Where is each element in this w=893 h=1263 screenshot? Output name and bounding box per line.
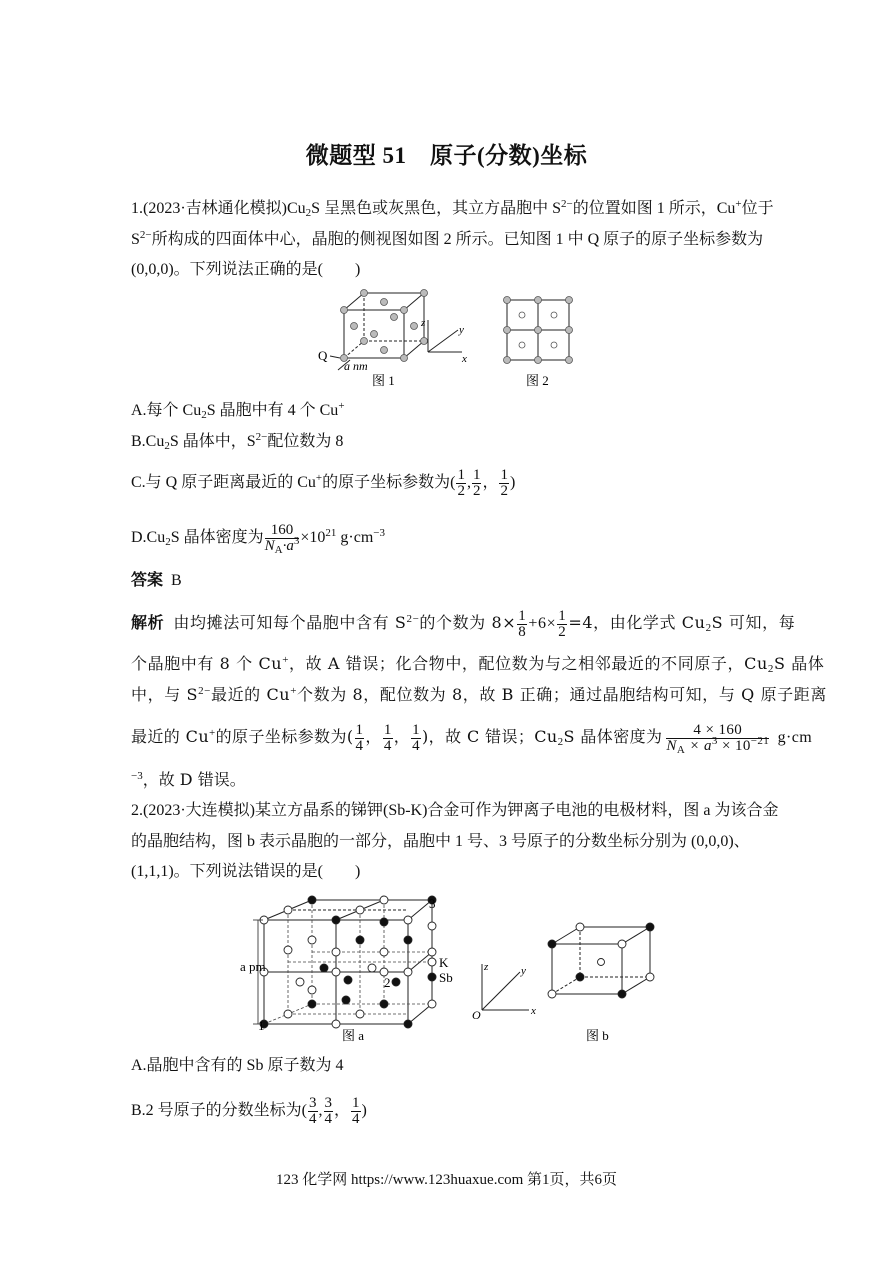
q1-stem-line1: 1.(2023·吉林通化模拟)$Cu_2S$ 呈黑色或灰黑色，其立方晶胞中 $S^{2-}$的位置如图 1 所示，Cu+位于 [131, 198, 774, 219]
q1-explanation-line4: 最近的 Cu+的原子坐标参数为( $\frac{1}{4}$ ， $\frac{1}{4}$ ， $\frac{1}{4}$ )，故 C 错误；$Cu_2S$ 晶体密度为 $\frac{4 \times 160}{N_A \times a^3 \times 10^{-21}}$ g·cm [131, 721, 813, 756]
fig1-axis-y: y [459, 324, 464, 336]
legend-sb-label: Sb [439, 970, 453, 985]
q1-option-b: $B.Cu_2S$ 晶体中，$S^{2-}$配位数为 8 [131, 431, 344, 452]
q1-option-a: A.每个 $Cu_2S$ 晶胞中有 4 个 Cu+ [131, 400, 345, 421]
figure-b-axis-z: z [484, 961, 489, 973]
figure-a-label-3: 3 [429, 896, 436, 911]
q1-explanation-line5: $^{-3}$，故 D 错误。 [131, 770, 246, 789]
fig1-axis-x: x [462, 353, 467, 365]
figure-a-label-2: 2 [384, 975, 391, 990]
q2-stem-line2: 的晶胞结构，图 b 表示晶胞的一部分，晶胞中 1 号、3 号原子的分数坐标分别为 (0,0,0)、 [131, 833, 750, 850]
q2-figures [236, 892, 666, 1044]
figure1-axes [428, 320, 462, 352]
fig1-q-label: Q [318, 348, 328, 363]
figure-b-caption: 图 b [586, 1028, 609, 1043]
figure1-atoms [341, 290, 428, 362]
q2-stem-line3: (1,1,1)。下列说法错误的是( ) [131, 863, 361, 880]
q1-option-d: $D.Cu_2S$ 晶体密度为 $\frac{160}{N_A\cdot a^3}$ $\times 10^{21}$ $g\cdot cm^{-3}$ [131, 521, 385, 556]
figure-b-axis-o: O [472, 1008, 481, 1022]
figure-a-apm-label: a pm [240, 959, 266, 974]
q1-answer: 答案 B [131, 572, 182, 589]
q1-option-c: C.与 Q 原子距离最近的 Cu+的原子坐标参数为( $\frac{1}{2}$ , $\frac{1}{2}$ ， $\frac{1}{2}$ ) [131, 466, 516, 499]
q1-explanation-line3: 中，与 $S^{2-}$最近的 Cu+个数为 8，配位数为 8，故 B 正确；通过晶胞结构可知，与 Q 原子距离 [131, 685, 827, 704]
page-footer: 123 化学网 https://www.123huaxue.com 第1页，共6页 [275, 1172, 618, 1188]
page-title: 微题型 51 原子(分数)坐标 [305, 143, 588, 168]
legend-k-label: K [439, 955, 449, 970]
fig1-axis-z: z [421, 317, 426, 329]
figure-b-axis-y: y [521, 965, 526, 977]
q1-explanation-line1: 解析 由均摊法可知每个晶胞中含有 $S^{2-}$的个数为 8× $\frac{1}{8}$ +6× $\frac{1}{2}$ =4，由化学式 $Cu_2S$ 可知，每 [131, 607, 796, 640]
figure-a-caption: 图 a [342, 1028, 365, 1043]
q1-explanation-line2: 个晶胞中有 8 个 Cu+，故 A 错误；化合物中，配位数为与之相邻最近的不同原子，$Cu_2S$ 晶体 [131, 654, 825, 675]
q1-stem-line3: (0,0,0)。下列说法正确的是( ) [131, 261, 361, 278]
figure-b-axis-x: x [531, 1005, 536, 1017]
q2-option-a: A.晶胞中含有的 Sb 原子数为 4 [131, 1057, 344, 1074]
fig2-caption: 图 2 [526, 373, 549, 388]
legend-k-marker [428, 958, 436, 966]
q1-stem-line2: $S^{2-}$所构成的四面体中心，晶胞的侧视图如图 2 所示。已知图 1 中 Q 原子的原子坐标参数为 [131, 229, 764, 248]
q1-figures [310, 288, 600, 390]
legend-sb-marker [428, 973, 436, 981]
fig1-caption: 图 1 [372, 373, 395, 388]
q2-stem-line1: 2.(2023·大连模拟)某立方晶系的锑钾(Sb-K)合金可作为钾离子电池的电极材料，图 a 为该合金 [131, 802, 779, 819]
q2-option-b: B.2 号原子的分数坐标为( $\frac{3}{4}$ , $\frac{3}{4}$ ， $\frac{1}{4}$ ) [131, 1094, 367, 1127]
fig1-a-label: a nm [344, 359, 368, 373]
figure-a-label-1: 1 [258, 1018, 265, 1033]
